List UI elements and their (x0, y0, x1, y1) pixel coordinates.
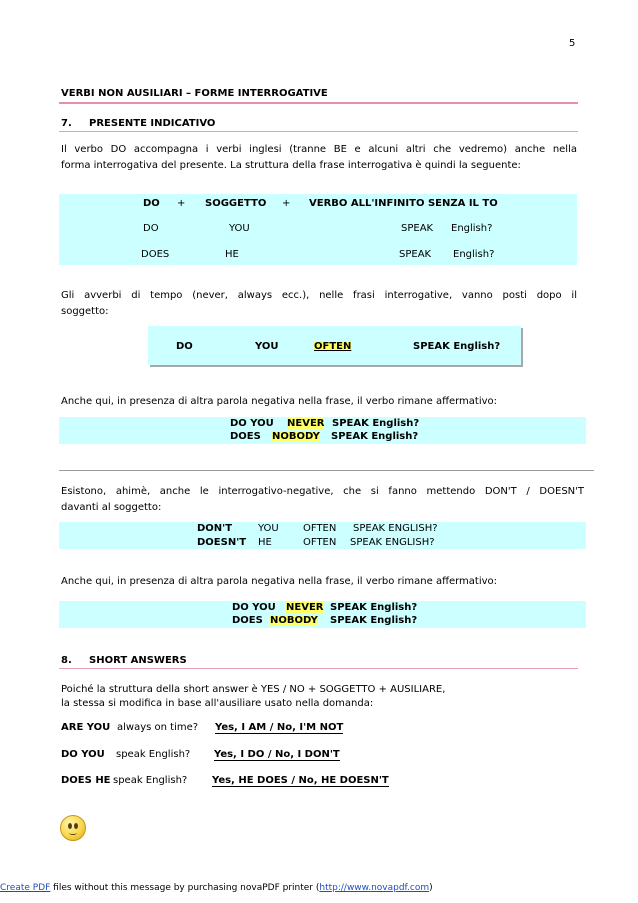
adverbs-line-1: Gli avverbi di tempo (never, always ecc.), nelle frasi interrogative, vanno posti dopo il (61, 290, 577, 301)
smiley-mouth (69, 831, 77, 835)
exneg-r2-verb: SPEAK ENGLISH? (350, 537, 435, 548)
box-shadow-bottom (150, 365, 523, 367)
section-separator (59, 470, 594, 471)
exneg-r1-adverb: OFTEN (303, 523, 337, 534)
ex2-b1: DOES (232, 615, 263, 626)
qa-2-question-aux: DO YOU (61, 749, 105, 760)
exneg-r2-adverb: OFTEN (303, 537, 337, 548)
exneg-r1-aux: DON'T (197, 523, 233, 534)
ex1-b3: SPEAK English? (331, 431, 419, 442)
t1-h-plus-1: + (177, 198, 186, 209)
box2-you: YOU (255, 341, 279, 352)
page-number: 5 (569, 38, 576, 49)
t1-h-verbo: VERBO ALL'INFINITO SENZA IL TO (309, 198, 498, 209)
exneg-r1-subject: YOU (258, 523, 279, 534)
t1-h-soggetto: SOGGETTO (205, 198, 267, 209)
box2-do: DO (176, 341, 193, 352)
t1-r2-aux: DOES (141, 249, 170, 260)
smiley-face-icon (60, 815, 86, 841)
pdf-footer (0, 883, 433, 893)
qa-1-answer: Yes, I AM / No, I'M NOT (215, 722, 344, 733)
smiley-left-eye (68, 823, 72, 829)
section-7-rule (59, 131, 578, 132)
title-underline (59, 102, 578, 104)
qa-2-question-rest: speak English? (116, 749, 191, 760)
box-shadow-right (521, 328, 523, 367)
t1-r1-subject: YOU (229, 223, 250, 234)
ex1-nobody: NOBODY (272, 431, 320, 442)
page-title: VERBI NON AUSILIARI – FORME INTERROGATIVE (61, 88, 328, 99)
qa-1-question-rest: always on time? (117, 722, 199, 733)
create-pdf-link[interactable]: Create PDF (0, 883, 51, 893)
qa-3-question-rest: speak English? (113, 775, 188, 786)
novapdf-url-link[interactable]: http://www.novapdf.com (319, 883, 430, 893)
t1-r1-object: English? (451, 223, 493, 234)
ex2-b3: SPEAK English? (330, 615, 418, 626)
section-8-rule (59, 668, 578, 669)
qa-1-question-aux: ARE YOU (61, 722, 111, 733)
adverbs-line-2: soggetto: (61, 306, 109, 317)
ex1-a3: SPEAK English? (332, 418, 420, 429)
footer-middle-text: files without this message by purchasing novaPDF printer ( (50, 883, 320, 893)
short-intro-line-1: Poiché la struttura della short answer è YES / NO + SOGGETTO + AUSILIARE, (61, 684, 446, 695)
negative-note-2: Anche qui, in presenza di altra parola negativa nella frase, il verbo rimane affermativo: (61, 576, 498, 587)
exneg-r2-subject: HE (258, 537, 272, 548)
ex1-never: NEVER (287, 418, 325, 429)
ex2-never: NEVER (286, 602, 324, 613)
t1-h-do: DO (143, 198, 160, 209)
exneg-r1-verb: SPEAK ENGLISH? (353, 523, 438, 534)
interneg-line-1: Esistono, ahimè, anche le interrogativo-negative, che si fanno mettendo DON'T / DOESN'T (61, 486, 584, 497)
footer-end-text: ) (429, 883, 433, 893)
interneg-line-2: davanti al soggetto: (61, 502, 162, 513)
qa-3-question-aux: DOES HE (61, 775, 111, 786)
qa-3-answer: Yes, HE DOES / No, HE DOESN'T (212, 775, 389, 786)
t1-r2-subject: HE (225, 249, 239, 260)
ex2-nobody: NOBODY (270, 615, 318, 626)
section-8-number: 8. (61, 655, 72, 666)
ex2-a1: DO YOU (232, 602, 276, 613)
box2-often: OFTEN (314, 341, 352, 352)
short-intro-line-2: la stessa si modifica in base all'ausiliare usato nella domanda: (61, 698, 374, 709)
section-8-heading: SHORT ANSWERS (89, 655, 187, 666)
section-7-number: 7. (61, 118, 72, 129)
negative-note-1: Anche qui, in presenza di altra parola negativa nella frase, il verbo rimane affermativo: (61, 396, 498, 407)
exneg-r2-aux: DOESN'T (197, 537, 247, 548)
t1-r2-object: English? (453, 249, 495, 260)
t1-h-plus-2: + (282, 198, 291, 209)
ex1-b1: DOES (230, 431, 261, 442)
ex1-a1: DO YOU (230, 418, 274, 429)
t1-r1-aux: DO (143, 223, 159, 234)
box2-speak: SPEAK English? (413, 341, 501, 352)
section-7-heading: PRESENTE INDICATIVO (89, 118, 216, 129)
t1-r2-verb: SPEAK (399, 249, 432, 260)
intro-line-1: Il verbo DO accompagna i verbi inglesi (tranne BE e alcuni altri che vedremo) anche nella (61, 144, 577, 155)
intro-line-2: forma interrogativa del presente. La struttura della frase interrogativa è quindi la seguente: (61, 160, 521, 171)
ex2-a3: SPEAK English? (330, 602, 418, 613)
qa-2-answer: Yes, I DO / No, I DON'T (214, 749, 340, 760)
smiley-right-eye (74, 823, 78, 829)
t1-r1-verb: SPEAK (401, 223, 434, 234)
